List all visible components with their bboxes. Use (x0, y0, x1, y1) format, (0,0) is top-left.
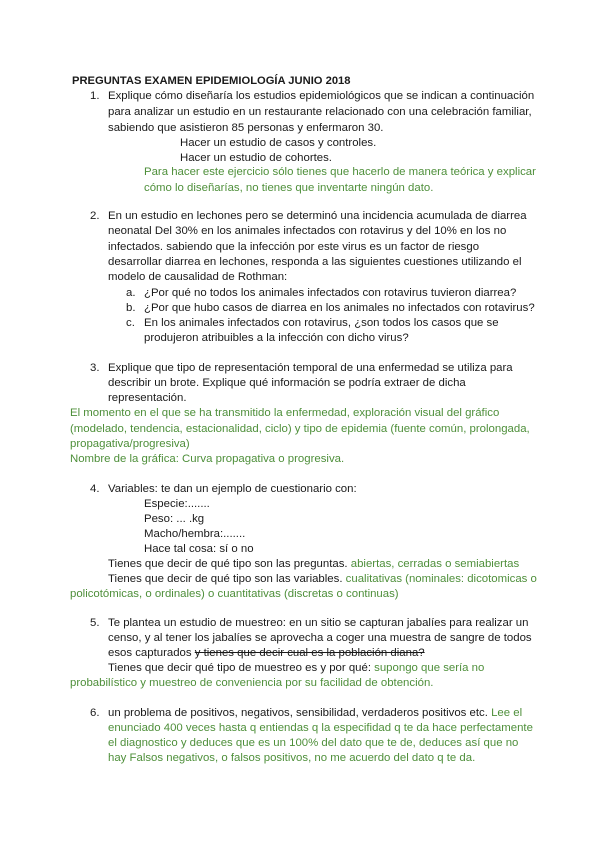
q2-sub-letter: a. (126, 287, 136, 299)
q6-line (108, 706, 522, 722)
q5-number: 5. (90, 617, 100, 629)
q1-item: Hacer un estudio de cohortes. (180, 152, 332, 164)
q6-text: un problema de positivos, negativos, sensibilidad, verdaderos positivos etc. (108, 707, 492, 719)
q3-number: 3. (90, 362, 100, 374)
q4-field: Macho/hembra:....... (144, 528, 246, 540)
q4-variable-answer-cont: policotómicas, o ordinales) o cuantitativas (discretas o continuas) (70, 588, 399, 600)
q3-answer: Nombre de la gráfica: Curva propagativa o progresiva. (70, 453, 345, 465)
q1-line: para analizar un estudio en un restaurante relacionado con una celebración familiar, (108, 106, 532, 118)
q5-text: esos capturados (108, 647, 195, 659)
q4-variable-type: Tienes que decir de qué tipo son las variables. (108, 573, 346, 585)
q3-answer: (modelado, tendencia, estacionalidad, ciclo) y tipo de epidemia (fuente común, prolongada, (70, 423, 530, 435)
q3-line: representación. (108, 392, 187, 404)
q3-line: describir un brote. Explique qué información se podría extraer de dicha (108, 377, 466, 389)
q4-line (108, 557, 519, 573)
q6-answer: el diagnostico y deduces que es un 100% del dato que te de, deduces así que no (108, 737, 519, 749)
q5-question: Tienes que decir qué tipo de muestreo es y por qué: (108, 662, 375, 674)
q5-line: Te plantea un estudio de muestreo: en un sitio se capturan jabalíes para realizar un (108, 617, 529, 629)
q4-question-type: Tienes que decir de qué tipo son las preguntas. (108, 558, 351, 570)
q6-answer: hay Falsos negativos, o falsos positivos, no me acuerdo del dato q te da. (108, 752, 476, 764)
q4-field: Especie:....... (144, 498, 210, 510)
q2-sub-letter: b. (126, 302, 136, 314)
q5-struck-text: y tienes que decir cual es la población diana? (194, 647, 425, 659)
q4-variable-answer: cualitativas (nominales: dicotomicas o (345, 573, 537, 585)
q2-sub-letter: c. (126, 317, 135, 329)
q3-answer: El momento en el que se ha transmitido la enfermedad, exploración visual del gráfico (70, 407, 500, 419)
q2-line: En un estudio en lechones pero se determinó una incidencia acumulada de diarrea (108, 210, 527, 222)
q4-question-answer: abiertas, cerradas o semiabiertas (350, 558, 520, 570)
q1-item: Hacer un estudio de casos y controles. (180, 137, 377, 149)
q2-line: neonatal Del 30% en los animales infectados con rotavirus y del 10% en los no (108, 225, 507, 237)
q5-answer: supongo que sería no (374, 662, 485, 674)
q5-line (108, 661, 484, 677)
q5-line (108, 646, 425, 662)
q1-line: sabiendo que asistieron 85 personas y enfermaron 30. (108, 122, 384, 134)
q4-field: Hace tal cosa: sí o no (144, 543, 254, 555)
document-title: PREGUNTAS EXAMEN EPIDEMIOLOGÍA JUNIO 2018 (72, 75, 351, 87)
q1-number: 1. (90, 90, 100, 102)
q1-answer: cómo lo diseñarías, no tienes que inventarte ningún dato. (144, 182, 434, 194)
q1-answer: Para hacer este ejercicio sólo tienes que hacerlo de manera teórica y explicar (144, 166, 536, 178)
q2-line: infectados. sabiendo que la infección por este virus es un factor de riesgo (108, 241, 480, 253)
q5-answer-cont: probabilístico y muestreo de conveniencia por su facilidad de obtención. (70, 677, 434, 689)
q4-field: Peso: ... .kg (144, 513, 205, 525)
q6-answer: Lee el (491, 707, 523, 719)
q2-sub-line: produjeron atribuibles a la infección con dicho virus? (144, 332, 409, 344)
q1-line: Explique cómo diseñaría los estudios epidemiológicos que se indican a continuación (108, 90, 535, 102)
q2-sub-line: ¿Por qué no todos los animales infectados con rotavirus tuvieron diarrea? (144, 287, 517, 299)
q2-sub-line: En los animales infectados con rotavirus, ¿son todos los casos que se (144, 317, 499, 329)
q4-number: 4. (90, 483, 100, 495)
q5-line: censo, y al tener los jabalíes se aprovecha a coger una muestra de sangre de todos (108, 632, 532, 644)
q2-number: 2. (90, 210, 100, 222)
q6-number: 6. (90, 707, 100, 719)
q2-line: modelo de causalidad de Rothman: (108, 271, 288, 283)
q6-answer: enunciado 400 veces hasta q entiendas q la especifidad q te da hace perfectamente (108, 722, 533, 734)
q4-line (108, 572, 537, 588)
q2-line: desarrollar diarrea en lechones, responda a las siguientes cuestiones utilizando el (108, 256, 522, 268)
q3-answer: propagativa/progresiva) (70, 438, 190, 450)
q2-sub-line: ¿Por que hubo casos de diarrea en los animales no infectados con rotavirus? (144, 302, 535, 314)
q3-line: Explique que tipo de representación temporal de una enfermedad se utiliza para (108, 362, 513, 374)
q4-intro: Variables: te dan un ejemplo de cuestionario con: (108, 483, 357, 495)
